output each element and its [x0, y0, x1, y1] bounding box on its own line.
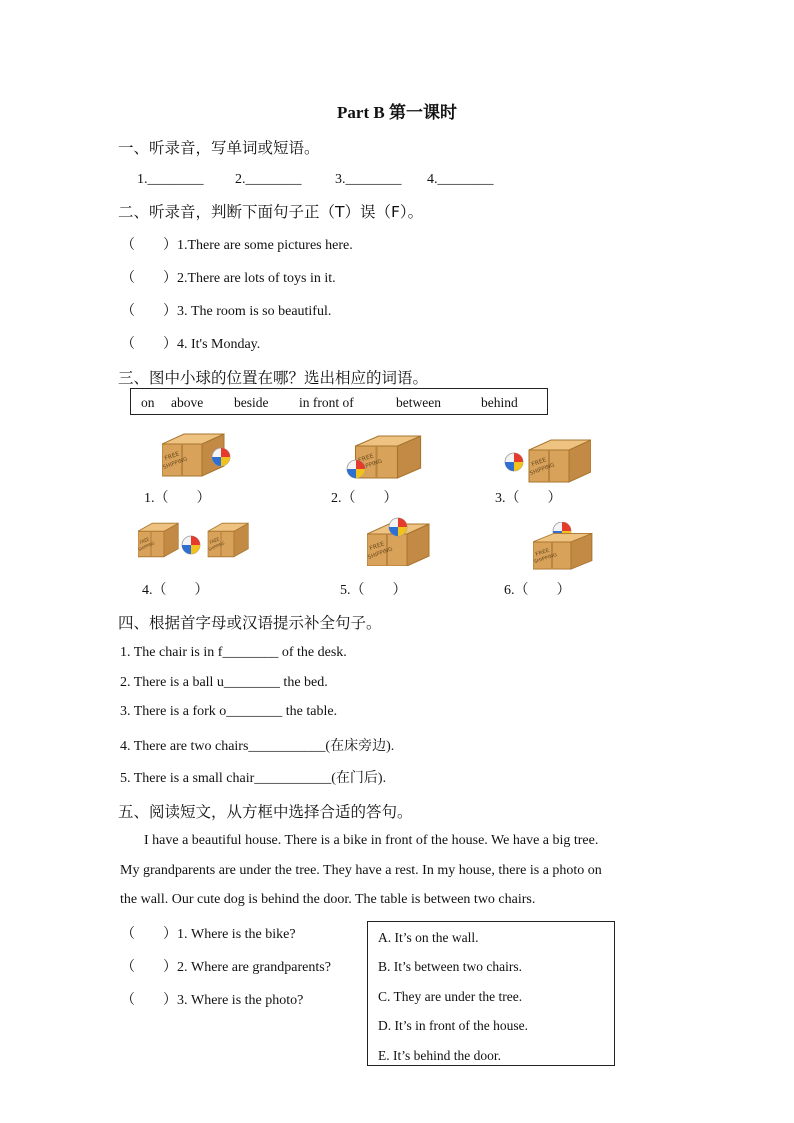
word-behind: behind: [481, 395, 518, 410]
picture-4-box-ball: [138, 520, 254, 566]
passage-line-3: the wall. Our cute dog is behind the door. The table is between two chairs.: [120, 892, 536, 907]
word-on: on: [141, 395, 155, 410]
word-above: above: [171, 395, 204, 410]
pic-label-2: 2.（ ）: [331, 491, 398, 506]
section-3-heading: 三、图中小球的位置在哪？选出相应的词语。: [118, 369, 429, 387]
answer-options-box: [367, 921, 615, 1066]
s2-item-4: （ ）4. It's Monday.: [121, 337, 261, 352]
page-title: Part B 第一课时: [337, 103, 457, 122]
picture-5-box-ball: [367, 516, 437, 566]
s4-item-3: 3. There is a fork o________ the table.: [120, 704, 338, 719]
s1-item-2: 2.________: [235, 172, 302, 187]
passage-line-1: I have a beautiful house. There is a bike in front of the house. We have a big tree.: [144, 833, 599, 848]
pic-label-4: 4.（ ）: [142, 583, 209, 598]
section-4-heading: 四、根据首字母或汉语提示补全句子。: [118, 614, 382, 632]
picture-2-box-ball: [345, 432, 427, 484]
s5-question-1: （ ）1. Where is the bike?: [121, 927, 296, 942]
pic-label-1: 1.（ ）: [144, 491, 211, 506]
s4-item-1: 1. The chair is in f________ of the desk.: [120, 645, 347, 660]
passage-line-2: My grandparents are under the tree. They have a rest. In my house, there is a photo on: [120, 863, 602, 878]
option-c: C. They are under the tree.: [378, 989, 523, 1004]
pic-label-6: 6.（ ）: [504, 583, 571, 598]
s1-item-4: 4.________: [427, 172, 494, 187]
s5-question-2: （ ）2. Where are grandparents?: [121, 960, 331, 975]
picture-6-box-ball: [533, 522, 599, 572]
s2-item-2: （ ）2.There are lots of toys in it.: [121, 271, 336, 286]
option-d: D. It’s in front of the house.: [378, 1018, 528, 1033]
s4-item-5: 5. There is a small chair___________(在门后).: [120, 771, 387, 786]
section-5-heading: 五、阅读短文，从方框中选择合适的答句。: [118, 803, 413, 821]
option-e: E. It’s behind the door.: [378, 1048, 501, 1063]
word-bank-box: [130, 388, 548, 415]
word-beside: beside: [234, 395, 269, 410]
picture-3-box-ball: [503, 436, 591, 486]
option-a: A. It’s on the wall.: [378, 930, 479, 945]
s1-item-1: 1.________: [137, 172, 204, 187]
s4-item-2: 2. There is a ball u________ the bed.: [120, 675, 328, 690]
word-between: between: [396, 395, 441, 410]
picture-1-box-ball: [162, 430, 234, 482]
section-2-heading: 二、听录音，判断下面句子正（T）误（F）。: [118, 203, 424, 221]
option-b: B. It’s between two chairs.: [378, 959, 522, 974]
pic-label-5: 5.（ ）: [340, 583, 407, 598]
word-in-front-of: in front of: [299, 395, 354, 410]
s5-question-3: （ ）3. Where is the photo?: [121, 993, 304, 1008]
s4-item-4: 4. There are two chairs___________(在床旁边).: [120, 739, 395, 754]
pic-label-3: 3.（ ）: [495, 491, 562, 506]
s2-item-1: （ ）1.There are some pictures here.: [121, 238, 353, 253]
s1-item-3: 3.________: [335, 172, 402, 187]
section-1-heading: 一、听录音，写单词或短语。: [118, 139, 320, 157]
s2-item-3: （ ）3. The room is so beautiful.: [121, 304, 332, 319]
